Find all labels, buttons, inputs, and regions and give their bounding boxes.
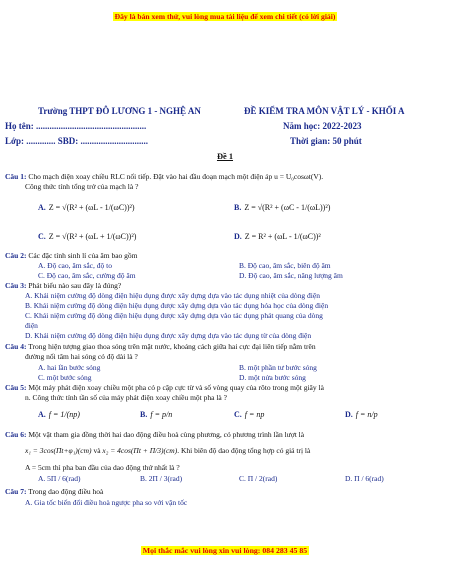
question-1: Câu 1: Cho mạch điện xoay chiều RLC nối tiếp. Đặt vào hai đầu đoạn mạch một điện áp u = U₀cosωt(V). (5, 172, 324, 181)
q6-option-b[interactable]: B. 2Π / 3(rad) (140, 474, 183, 483)
q4-option-b[interactable]: B. một phần tư bước sóng (239, 363, 317, 372)
question-6: Câu 6: Một vật tham gia đồng thời hai dao động điều hoà cùng phương, có phương trình lần lượt là (5, 430, 305, 439)
q2-option-d[interactable]: D. Độ cao, âm sắc, năng lượng âm (239, 271, 343, 280)
q4-option-a[interactable]: A. hai lần bước sóng (38, 363, 101, 372)
class-field: Lớp: ............. SBD: .............................. (5, 136, 148, 146)
q6-option-d[interactable]: D. Π / 6(rad) (345, 474, 384, 483)
preview-banner: Đây là bản xem thử, vui lòng mua tài liệu để xem chi tiết (có lời giải) (114, 12, 336, 21)
q7-option-a[interactable]: A. Gia tốc biến đổi điều hoà ngược pha so với vận tốc (25, 498, 188, 507)
question-6-text: A = 5cm thì pha ban đầu của dao động thứ nhất là ? (25, 463, 180, 472)
q3-option-c[interactable]: C. Khái niệm cường độ dòng điện hiệu dụng được xây dựng dựa vào tác dụng phát quang của dòng (25, 311, 323, 320)
q5-option-d[interactable]: D. f = n/p (345, 410, 378, 419)
exam-title: ĐỀ KIỂM TRA MÔN VẬT LÝ - KHỐI A (244, 106, 405, 116)
q3-option-c-cont: điện (25, 321, 38, 330)
question-3: Câu 3: Phát biểu nào sau đây là đúng? (5, 281, 122, 290)
exam-code-title: Đề 1 (216, 152, 234, 161)
name-field: Họ tên: ................................................. (5, 121, 147, 131)
q3-option-b[interactable]: B. Khái niệm cường độ dòng điện hiệu dụng được xây dựng dựa vào tác dụng hóa học của dòng điện (25, 301, 329, 310)
q6-option-c[interactable]: C. Π / 2(rad) (239, 474, 278, 483)
question-5: Câu 5: Một máy phát điện xoay chiều một pha có p cặp cực từ và số vòng quay của rôto trong một giây là (5, 383, 324, 392)
question-4: Câu 4: Trong hiện tượng giao thoa sóng trên mặt nước, khoảng cách giữa hai cực đại liên tiếp nằm trên (5, 342, 316, 351)
q4-option-d[interactable]: D. một nửa bước sóng (239, 373, 306, 382)
q1-option-b[interactable]: B. Z = √(R² + (ωC - 1/(ωL))²) (234, 203, 331, 212)
question-1-text: Công thức tính tổng trở của mạch là ? (25, 182, 139, 191)
contact-footer: Mọi thắc mắc vui lòng xin vui lòng: 084 283 45 85 (142, 546, 308, 555)
school-year: Năm học: 2022-2023 (283, 121, 362, 131)
q4-option-c[interactable]: C. một bước sóng (38, 373, 92, 382)
question-4-text: đường nối tâm hai sóng có độ dài là ? (25, 352, 138, 361)
q1-option-a[interactable]: A. Z = √(R² + (ωL - 1/(ωC))²) (38, 203, 135, 212)
q2-option-a[interactable]: A. Độ cao, âm sắc, độ to (38, 261, 112, 270)
question-5-text: n. Công thức tính tần số của máy phát điện xoay chiều một pha là ? (25, 393, 227, 402)
question-7: Câu 7: Trong dao động điều hoà (5, 487, 104, 496)
q5-option-a[interactable]: A. f = 1/(np) (38, 410, 80, 419)
question-2: Câu 2: Các đặc tính sinh lí của âm bao gồm (5, 251, 138, 260)
q1-option-d[interactable]: D. Z = R² + (ωL - 1/(ωC))² (234, 232, 321, 241)
q2-option-c[interactable]: C. Độ cao, âm sắc, cường độ âm (38, 271, 136, 280)
q2-option-b[interactable]: B. Độ cao, âm sắc, biên độ âm (239, 261, 331, 270)
question-6-equations: x₁ = 3cos(Πt+φ₁)(cm) và x₂ = 4cos(Πt + Π/3)(cm). Khi biên độ dao động tổng hợp có giá trị là (25, 446, 311, 455)
q5-option-c[interactable]: C. f = np (234, 410, 265, 419)
exam-time: Thời gian: 50 phút (290, 136, 362, 146)
q3-option-d[interactable]: D. Khái niệm cường độ dòng điện hiệu dụng được xây dựng dựa vào tác dụng từ của dòng điện (25, 331, 312, 340)
school-name: Trường THPT ĐÔ LƯƠNG 1 - NGHỆ AN (38, 106, 201, 116)
q6-option-a[interactable]: A. 5Π / 6(rad) (38, 474, 81, 483)
q3-option-a[interactable]: A. Khái niệm cường độ dòng điện hiệu dụng được xây dựng dựa vào tác dụng nhiệt của dòng điện (25, 291, 320, 300)
q5-option-b[interactable]: B. f = p/n (140, 410, 173, 419)
q1-option-c[interactable]: C. Z = √(R² + (ωL + 1/(ωC))²) (38, 232, 137, 241)
